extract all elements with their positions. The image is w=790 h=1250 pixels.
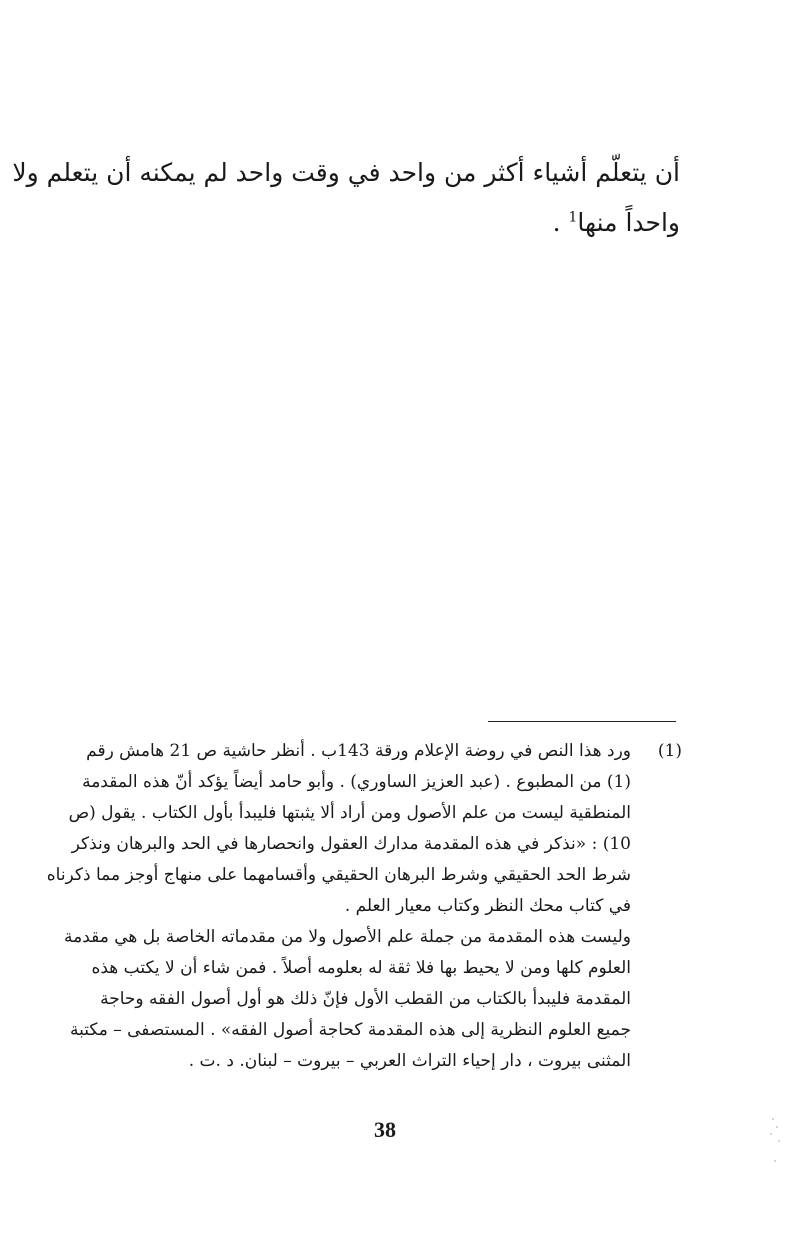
footnote-line: في كتاب محك النظر وكتاب معيار العلم . bbox=[344, 896, 631, 916]
scan-speck bbox=[778, 1140, 780, 1142]
scan-speck bbox=[770, 1133, 772, 1135]
footnote-line: العلوم كلها ومن لا يحيط بها فلا ثقة له بعلومه أصلاً . فمن شاء أن لا يكتب هذه bbox=[91, 958, 631, 978]
footnote-line: المنطقية ليست من علم الأصول ومن أراد ألا يثبتها فليبدأ بأول الكتاب . يقول (ص bbox=[68, 803, 631, 823]
scan-speck bbox=[776, 1126, 778, 1128]
footnote-line: وليست هذه المقدمة من جملة علم الأصول ولا من مقدماته الخاصة بل هي مقدمة bbox=[63, 927, 631, 947]
main-text bbox=[12, 148, 680, 248]
scan-speck bbox=[774, 1160, 776, 1162]
main-text-line: أن يتعلّم أشياء أكثر من واحد في وقت واحد لم يمكنه أن يتعلم ولا bbox=[12, 158, 680, 187]
footnote-line: 10) : «نذكر في هذه المقدمة مدارك العقول وانحصارها في الحد والبرهان ونذكر bbox=[71, 834, 631, 854]
main-text-line-2: واحداً منها bbox=[577, 208, 680, 237]
page-number: 38 bbox=[374, 1117, 396, 1142]
scan-speck bbox=[772, 1118, 774, 1120]
footnote-line: (1) من المطبوع . (عبد العزيز الساوري) . وأبو حامد أيضاً يؤكد أنّ هذه المقدمة bbox=[82, 772, 631, 792]
footnote-separator bbox=[488, 721, 676, 722]
footnote-reference[interactable]: 1 bbox=[568, 209, 578, 226]
main-text-line bbox=[80, 198, 680, 248]
footnote-line: المثنى بيروت ، دار إحياء التراث العربي – بيروت – لبنان. د .ت . bbox=[188, 1051, 631, 1071]
footnote-line: شرط الحد الحقيقي وشرط البرهان الحقيقي وأقسامهما على منهاج أوجز مما ذكرناه bbox=[46, 865, 631, 885]
footnote-number: (1) bbox=[657, 741, 682, 761]
footnote-line: ورد هذا النص في روضة الإعلام ورقة 143ب . أنظر حاشية ص 21 هامش رقم bbox=[86, 741, 631, 761]
main-text-line-2-end: . bbox=[552, 208, 569, 237]
footnote-line: المقدمة فليبدأ بالكتاب من القطب الأول فإنّ ذلك هو أول أصول الفقه وحاجة bbox=[100, 989, 631, 1009]
footnote-line: جميع العلوم النظرية إلى هذه المقدمة كحاجة أصول الفقه» . المستصفى – مكتبة bbox=[69, 1020, 631, 1040]
footnote bbox=[46, 736, 631, 1077]
